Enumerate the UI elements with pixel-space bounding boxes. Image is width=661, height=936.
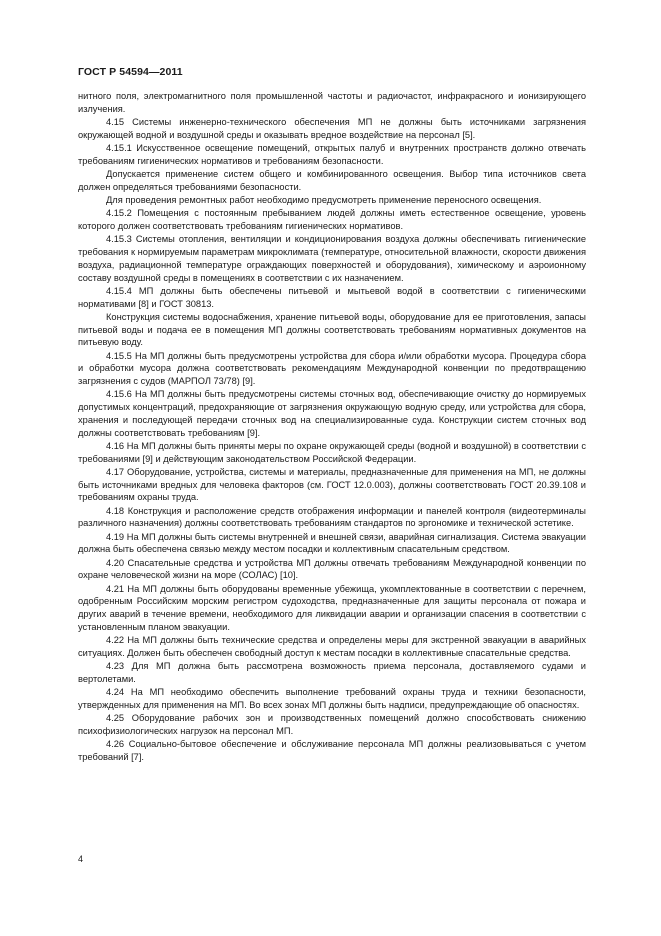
paragraph: 4.15.3 Системы отопления, вентиляции и кондиционирования воздуха должны обеспечивать гигиенические требования к нормируемым параметрам микроклимата (температуре, относительной влажности, скорости движения воздуха, радиационной температуре ограждающих поверхностей и оборудования), химическому и аэроионному составу воздушной среды в помещениях в соответствии с их назначением.: [78, 234, 586, 283]
paragraph: нитного поля, электромагнитного поля промышленной частоты и радиочастот, инфракрасного и ионизирующего излучения.: [78, 91, 586, 114]
paragraph: 4.15.6 На МП должны быть предусмотрены системы сточных вод, обеспечивающие очистку до нормируемых допустимых концентраций, предохраняющие от загрязнения окружающую водную среду, или устройства для сбора, хранения и последующей передачи сточных вод на специализированные суда. Конструкции систем сточных вод должны соответствовать требованиям [9].: [78, 389, 586, 438]
paragraph: 4.23 Для МП должна быть рассмотрена возможность приема персонала, доставляемого судами и вертолетами.: [78, 661, 586, 684]
paragraph: 4.15.1 Искусственное освещение помещений, открытых палуб и внутренних пространств должно отвечать требованиям гигиенических нормативов и требованиям безопасности.: [78, 143, 586, 166]
paragraph: 4.17 Оборудование, устройства, системы и материалы, предназначенные для применения на МП, не должны быть источниками вредных для человека факторов (см. ГОСТ 12.0.003), должны соответствовать ГОСТ 20.39.108 и требованиям охраны труда.: [78, 466, 586, 503]
paragraph: 4.25 Оборудование рабочих зон и производственных помещений должно способствовать снижению психофизиологических нагрузок на персонал МП.: [78, 713, 586, 736]
paragraph: 4.20 Спасательные средства и устройства МП должны отвечать требованиям Международной конвенции по охране человеческой жизни на море (СОЛАС) [10].: [78, 557, 586, 581]
paragraph: 4.18 Конструкция и расположение средств отображения информации и панелей контроля (видеотерминалы различного назначения) должны соответствовать требованиям стандартов по эргономике и технической эстетике.: [78, 505, 586, 529]
paragraph: Допускается применение систем общего и комбинированного освещения. Выбор типа источников света должен определяться требованиями безопасности.: [78, 169, 586, 192]
paragraph: 4.19 На МП должны быть системы внутренней и внешней связи, аварийная сигнализация. Система эвакуации должна быть обеспечена связью между местом посадки и коллективным спасательным средством.: [78, 531, 586, 555]
paragraph: 4.15.5 На МП должны быть предусмотрены устройства для сбора и/или обработки мусора. Процедура сбора и обработки мусора должна соответствовать рекомендациям Международной конвенции по предотвращению загрязнения с судов (МАРПОЛ 73/78) [9].: [78, 350, 586, 386]
paragraph: 4.26 Социально-бытовое обеспечение и обслуживание персонала МП должны реализовываться с учетом требований [7].: [78, 739, 586, 762]
paragraph: 4.24 На МП необходимо обеспечить выполнение требований охраны труда и техники безопасности, утвержденных для применения на МП. Во всех зонах МП должны быть надписи, предупреждающие об опасностях.: [78, 687, 586, 710]
paragraph: Для проведения ремонтных работ необходимо предусмотреть применение переносного освещения.: [106, 195, 542, 205]
paragraph: 4.15.4 МП должны быть обеспечены питьевой и мытьевой водой в соответствии с гигиеническими нормативами [8] и ГОСТ 30813.: [78, 285, 586, 309]
paragraph: 4.15 Системы инженерно-технического обеспечения МП не должны быть источниками загрязнения окружающей водной и воздушной среды и оказывать вредное воздействие на персонал [5].: [78, 117, 586, 140]
paragraph: 4.22 На МП должны быть технические средства и определены меры для экстренной эвакуации в аварийных ситуациях. Должен быть обеспечен свободный доступ к местам посадки в коллективные спасательные средства.: [78, 635, 586, 658]
paragraph: 4.15.2 Помещения с постоянным пребыванием людей должны иметь естественное освещение, уровень которого должен соответствовать требованиям гигиенических нормативов.: [78, 208, 586, 231]
page-number: 4: [78, 854, 84, 864]
document-header: ГОСТ Р 54594—2011: [78, 66, 183, 78]
paragraph: 4.21 На МП должны быть оборудованы временные убежища, укомплектованные в соответствии с перечнем, одобренным Российским морским регистром судоходства, предназначенные для защиты персонала от пожара и других аварий в течение времени, необходимого для ликвидации аварии и организации спасения в соответствии с установленным планом эвакуации.: [78, 583, 586, 632]
document-body: [78, 90, 586, 764]
paragraph: 4.16 На МП должны быть приняты меры по охране окружающей среды (водной и воздушной) в соответствии с требованиями [9] и действующим законодательством Российской Федерации.: [78, 440, 586, 464]
paragraph: Конструкция системы водоснабжения, хранение питьевой воды, оборудование для ее приготовления, запасы питьевой воды и подача ее в помещения МП должны соответствовать требованиям нормативных документов на питьевую воду.: [78, 311, 586, 348]
